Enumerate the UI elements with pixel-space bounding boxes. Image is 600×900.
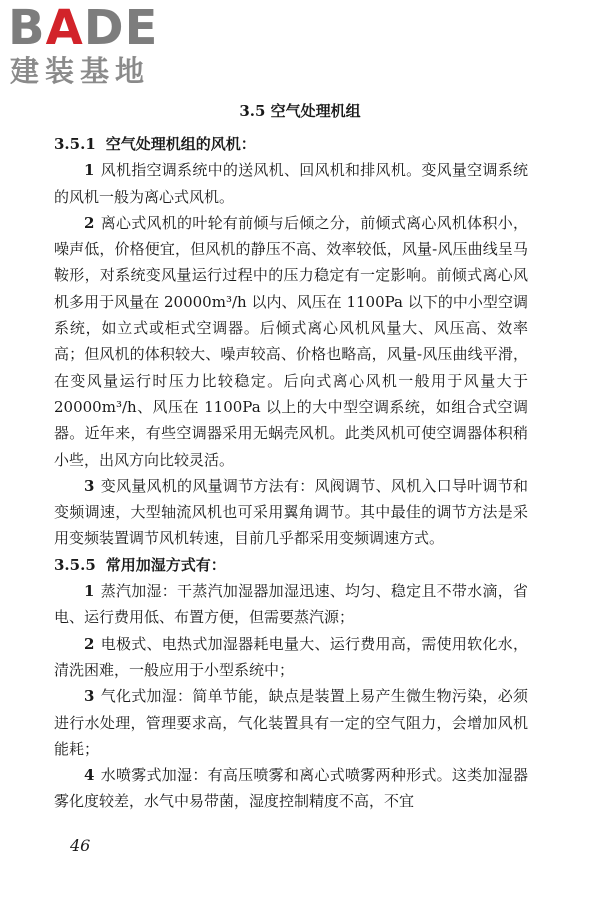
clause-item: 3 气化式加湿：简单节能，缺点是装置上易产生微生物污染，必须进行水处理，管理要求高，气化装置具有一定的空气阻力，会增加风机能耗； [54,687,528,758]
section-title: 3.5 空气处理机组 [239,102,361,120]
clause-item: 1 风机指空调系统中的送风机、回风机和排风机。变风量空调系统的风机一般为离心式风机。 [54,161,528,206]
logo-wordmark: BADE [8,0,159,56]
clause-heading: 3.5.1 空气处理机组的风机： [54,135,256,153]
document-body [54,131,528,815]
clause-item: 1 蒸汽加湿：干蒸汽加湿器加湿迅速、均匀、稳定且不带水滴，省电、运行费用低、布置方便，但需要蒸汽源； [54,582,528,627]
clause-item: 2 离心式风机的叶轮有前倾与后倾之分，前倾式离心风机体积小，噪声低，价格便宜，但风机的静压不高、效率较低，风量-风压曲线呈马鞍形，对系统变风量运行过程中的压力稳定有一定影响。前倾式离心风机多用于风量在 20000m³/h 以内、风压在 1100Pa 以下的中小型空调系统，如立式或柜式空调器。后倾式离心风机风量大、风压高、效率高；但风机的体积较大、噪声较高、价格也略高，风量-风压曲线平滑，在变风量运行时压力比较稳定。后向式离心风机一般用于风量大于 20000m³/h、风压在 1100Pa 以上的大中型空调系统，如组合式空调器。近年来，有些空调器采用无蜗壳风机。此类风机可使空调器体积稍小些，出风方向比较灵活。 [54,213,528,469]
clause-heading: 3.5.5 常用加湿方式有： [54,555,226,574]
clause-item: 3 变风量风机的风量调节方法有：风阀调节、风机入口导叶调节和变频调速，大型轴流风机也可采用翼角调节。其中最佳的调节方法是采用变频装置调节风机转速，目前几乎都采用变频调速方式。 [54,476,528,548]
logo-subtitle: 建装基地 [10,54,151,88]
bade-logo [8,2,178,92]
clause-item: 4 水喷雾式加湿：有高压喷雾和离心式喷雾两种形式。这类加湿器雾化度较差，水气中易带菌，湿度控制精度不高，不宜 [54,766,528,811]
page-number: 46 [70,836,91,855]
clause-item: 2 电极式、电热式加湿器耗电量大、运行费用高，需使用软化水，清洗困难，一般应用于小型系统中； [54,634,528,679]
